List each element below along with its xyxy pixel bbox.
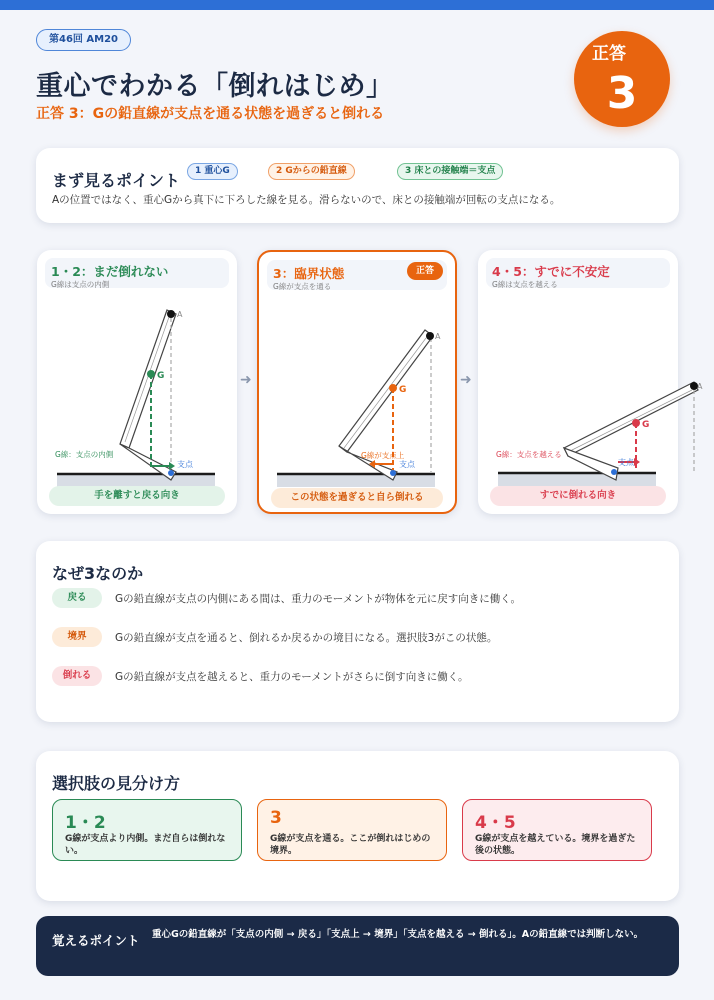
diagram-stable [37, 290, 237, 486]
answer-number: 3 [606, 68, 638, 119]
g-marker [632, 419, 640, 427]
panel-critical-pill: この状態を過ぎると自ら倒れる [271, 488, 443, 508]
memo-text: 重心Gの鉛直線が「支点の内側 → 戻る」「支点上 → 境界」「支点を越える → 倒れる」。Aの鉛直線では判断しない。 [152, 929, 644, 940]
choices-title: 選択肢の見分け方 [52, 774, 181, 793]
label-pivot: 支点 [399, 460, 415, 469]
answer-badge [574, 31, 670, 127]
choice-4-5-text: G線が支点を越えている。境界を過ぎた後の状態。 [475, 834, 636, 856]
key-point-title: まず見るポイント [52, 171, 181, 190]
label-g: G [399, 385, 407, 395]
key-point-description: Aの位置ではなく、重心Gから真下に下ろした線を見る。滑らないので、床との接触端が回転の支点になる。 [52, 194, 561, 206]
panel-unstable-pill: すでに倒れる向き [490, 486, 666, 506]
choice-1-2 [52, 799, 242, 861]
label-g: G [157, 371, 165, 381]
rod-body [120, 310, 176, 480]
g-line-note: G線が支点上 [361, 451, 405, 460]
floor-shade [498, 474, 656, 486]
why-title: なぜ3なのか [52, 564, 144, 583]
correct-badge: 正答 [407, 262, 443, 280]
top-bar [0, 0, 714, 10]
tag-pivot: 3 床との接触端＝支点 [397, 163, 503, 180]
panel-stable-header [45, 258, 229, 288]
chip-fall: 倒れる [52, 666, 102, 686]
panel-stable-pill: 手を離すと戻る向き [49, 486, 225, 506]
page-subtitle: 正答 3：Gの鉛直線が支点を通る状態を過ぎると倒れる [36, 106, 385, 122]
why-text-return: Gの鉛直線が支点の内側にある間は、重力のモーメントが物体を元に戻す向きに働く。 [115, 593, 521, 605]
right-arrow-icon: ➜ [240, 372, 252, 388]
panel-unstable-title: 4・5：すでに不安定 [492, 264, 610, 279]
label-g: G [642, 420, 650, 430]
memo-box [36, 916, 679, 976]
pivot-marker [390, 470, 396, 476]
session-badge: 第46回 AM20 [36, 29, 131, 51]
chip-return: 戻る [52, 588, 102, 608]
choice-3-text: G線が支点を通る。ここが倒れはじめの境界。 [270, 834, 431, 856]
right-arrow-icon: ➜ [460, 372, 472, 388]
panel-stable [37, 250, 237, 514]
choice-1-2-number: 1・2 [65, 813, 106, 833]
panel-stable-title: 1・2：まだ倒れない [51, 264, 169, 279]
panel-unstable-subtitle: G線は支点を越える [492, 280, 558, 289]
moment-arrowhead [169, 462, 175, 470]
panel-critical [257, 250, 457, 514]
g-line-note: G線：支点の内側 [55, 450, 114, 459]
diagram-unstable [478, 290, 703, 486]
g-marker [147, 370, 155, 378]
panel-stable-subtitle: G線は支点の内側 [51, 280, 110, 289]
floor-shade [277, 475, 435, 487]
g-marker [389, 384, 397, 392]
why-text-fall: Gの鉛直線が支点を越えると、重力のモーメントがさらに倒す向きに働く。 [115, 671, 469, 683]
choice-4-5 [462, 799, 652, 861]
label-a: A [435, 332, 441, 341]
choice-3 [257, 799, 447, 861]
pivot-marker [168, 470, 174, 476]
point-a-marker [167, 310, 175, 318]
panel-critical-subtitle: G線が支点を通る [273, 282, 332, 291]
tag-center-of-gravity: 1 重心G [187, 163, 238, 180]
chip-boundary: 境界 [52, 627, 102, 647]
why-text-boundary: Gの鉛直線が支点を通ると、倒れるか戻るかの境目になる。選択肢3がこの状態。 [115, 632, 498, 644]
why-card [36, 541, 679, 722]
label-a: A [177, 310, 183, 319]
choice-4-5-number: 4・5 [475, 813, 516, 833]
panel-unstable [478, 250, 703, 514]
label-a: A [697, 382, 703, 391]
memo-label: 覚えるポイント [52, 933, 140, 948]
pivot-marker [611, 469, 617, 475]
g-line-note: G線：支点を越える [496, 450, 562, 459]
label-pivot: 支点 [177, 460, 193, 469]
choice-1-2-text: G線が支点より内側。まだ自らは倒れない。 [65, 834, 226, 856]
tag-vertical-line: 2 Gからの鉛直線 [268, 163, 355, 180]
answer-label: 正答 [592, 44, 626, 64]
choices-card [36, 751, 679, 901]
page-title: 重心でわかる「倒れはじめ」 [36, 71, 394, 102]
panel-critical-title: 3：臨界状態 [273, 266, 345, 281]
choice-3-number: 3 [270, 808, 282, 828]
label-pivot: 支点 [618, 458, 634, 467]
diagram-critical [259, 292, 459, 488]
point-a-marker [426, 332, 434, 340]
panel-unstable-header [486, 258, 670, 288]
key-point-card [36, 148, 679, 223]
